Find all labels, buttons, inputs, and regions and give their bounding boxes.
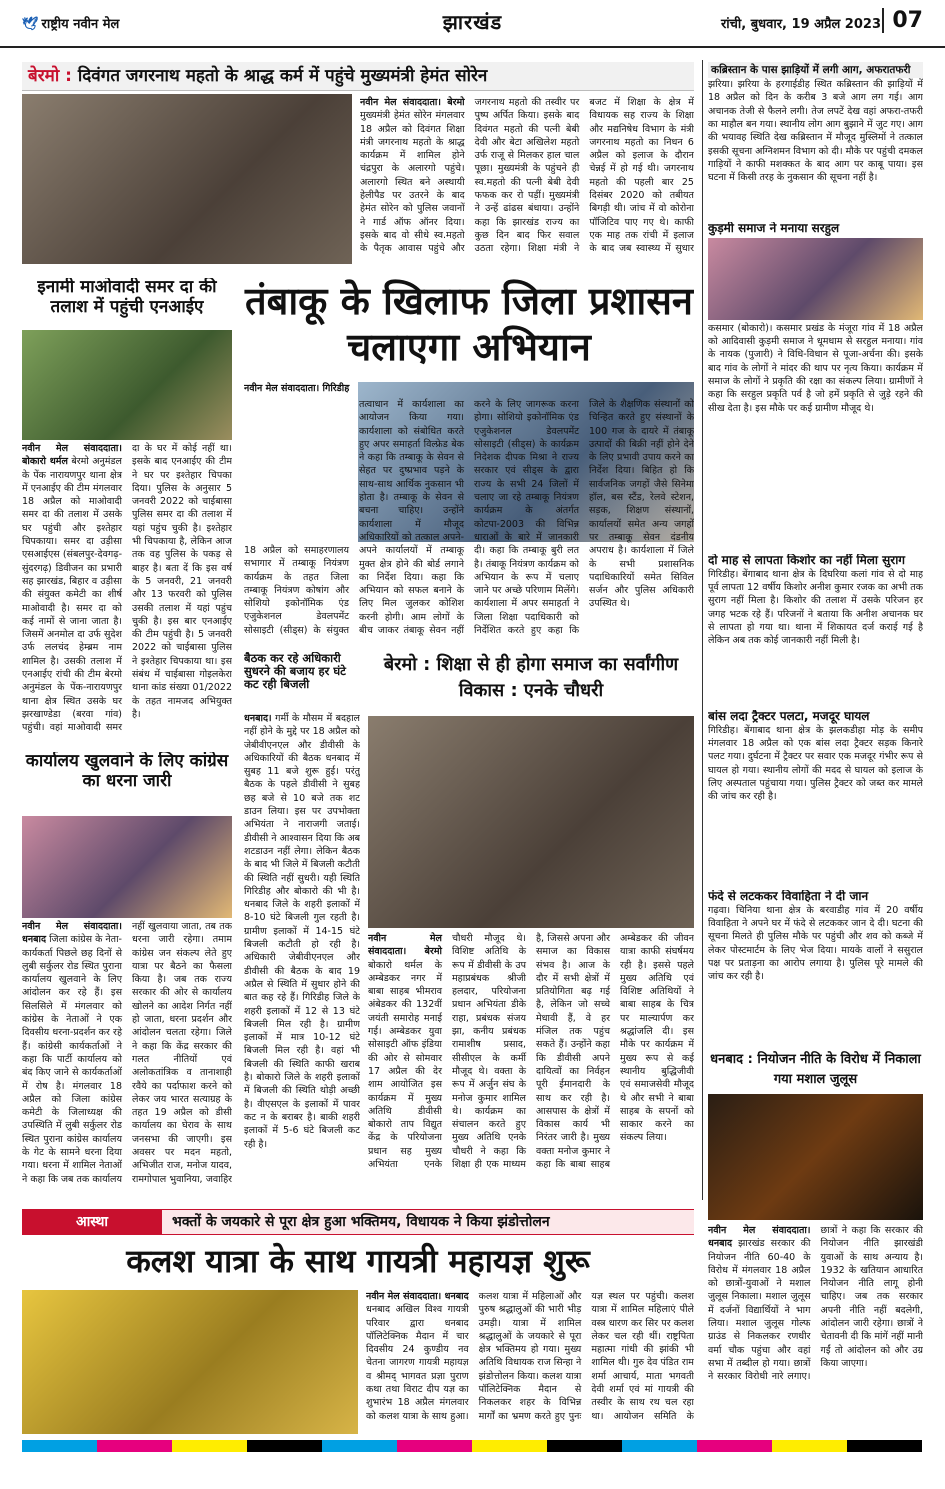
sidebar-story-1-headline: कब्रिस्तान के पास झाड़ियों में लगी आग, अफरातफरी xyxy=(708,62,923,78)
lead-photo xyxy=(22,94,352,264)
kalash-photo xyxy=(22,1290,358,1434)
color-swatch xyxy=(772,1440,847,1452)
color-swatch xyxy=(697,1440,772,1452)
bermo-edu-dateline: नवीन मेल संवाददाता। बेरमो xyxy=(368,933,442,958)
sidebar-story-4 xyxy=(708,710,923,888)
sidebar-story-4-headline: बांस लदा ट्रैक्टर पलटा, मजदूर घायल xyxy=(708,710,870,723)
mashal-body: झारखंड सरकार की नियोजन नीति 60-40 के विरोध में मंगलवार 18 अप्रैल को छात्रों-युवाओं ने मशाल जुलूस निकाला। मशाल जुलूस में दर्जनों विद्यार्थियों ने भाग लिया। मशाल जुलूस गोल्फ ग्राउंड से निकलकर रणधीर वर्मा चौक पहुंचा और वहां सभा में तब्दील हो गया। छात्रों ने सरकार विरोधी नारे लगाए। छात्रों ने कहा कि सरकार की नियोजन नीति झारखंडी युवाओं के साथ अन्याय है। 1932 के खतियान आधारित नियोजन नीति लागू होनी चाहिए। जब तक सरकार अपनी नीति नहीं बदलेगी, आंदोलन जारी रहेगा। छात्रों ने चेतावनी दी कि मांगें नहीं मानी गईं तो आंदोलन को और उग्र किया जाएगा। xyxy=(708,1225,923,1383)
color-swatch xyxy=(547,1440,622,1452)
sarhul-photo xyxy=(708,238,923,320)
sidebar-story-1-body: झरिया। झरिया के हरगाईडीह स्थित कब्रिस्तान की झाड़ियों में 18 अप्रैल को दिन के करीब 3 बजे आग लग गई। आग अचानक तेजी से फैलने लगी। तेज लपटें देख वहां अफरा-तफरी का माहौल बन गया। स्थानीय लोग आग बुझाने में जुट गए। आग की भयावह स्थिति देख कब्रिस्तान में मौजूद मुस्लिमों ने तत्काल इसकी सूचना अग्निशमन विभाग को दी। मौके पर पहुंची दमकल गाड़ियों ने काफी मशक्कत के बाद आग पर काबू पाया। इस घटना में किसी तरह के नुकसान की सूचना नहीं है। xyxy=(708,79,923,184)
electricity-dateline: धनबाद। xyxy=(244,713,272,724)
tobacco-dateline: नवीन मेल संवाददाता। गिरिडीह xyxy=(244,383,350,394)
color-swatch xyxy=(247,1440,322,1452)
mashal-headline: धनबाद : नियोजन नीति के विरोध में निकाला गया मशाल जुलूस xyxy=(710,1052,921,1087)
bermo-edu-headline: बेरमो : शिक्षा से ही होगा समाज का सर्वांगीण विकास : एनके चौधरी xyxy=(383,654,679,701)
lead-article xyxy=(360,96,694,266)
sidebar-story-2 xyxy=(708,222,923,552)
samar-dateline: नवीन मेल संवाददाता। बोकारो थर्मल xyxy=(22,443,122,468)
tobacco-article xyxy=(244,398,694,644)
samar-photo xyxy=(22,330,232,440)
color-swatch xyxy=(322,1440,397,1452)
color-swatch xyxy=(847,1440,922,1452)
congress-dateline: नवीन मेल संवाददाता। धनबाद xyxy=(22,921,122,946)
sidebar-story-2-body: कसमार (बोकारो)। कसमार प्रखंड के मंजूरा गांव में 18 अप्रैल को आदिवासी कुड़मी समाज ने धूमधाम से सरहुल मनाया। गांव के नायक (पुजारी) ने विधि-विधान से पूजा-अर्चना की। इसके बाद गांव के लोगों ने मांदर की थाप पर नृत्य किया। कार्यक्रम में समाज के लोगों ने प्रकृति की रक्षा का संकल्प लिया। ग्रामीणों ने कहा कि सरहुल प्रकृति पर्व है जो हमें प्रकृति से जुड़े रहने की सीख देता है। इस मौके पर कई ग्रामीण मौजूद थे। xyxy=(708,322,923,414)
lead-body: मुख्यमंत्री हेमंत सोरेन मंगलवार 18 अप्रैल को दिवंगत शिक्षा मंत्री जगरनाथ महतो के श्राद्ध कार्यक्रम में शामिल होने चंद्रपुरा के अलारगो पहुंचे। अलारगो स्थित बने अस्थायी हेलीपैड पर उतरने के बाद हेमंत सोरेन को पुलिस जवानों ने गार्ड ऑफ ऑनर दिया। इसके बाद वो सीधे स्व.महतो के पैतृक आवास पहुंचे और जगरनाथ महतो की तस्वीर पर पुष्प अर्पित किया। इसके बाद दिवंगत महतो की पत्नी बेबी देवी और बेटा अखिलेश महतो उर्फ राजू से मिलकर हाल चाल पूछा। मुख्यमंत्री के पहुंचने ही स्व.महतो की पत्नी बेबी देवी फफक कर रो पड़ीं। मुख्यमंत्री ने उन्हें ढांढस बंधाया। उन्होंने कहा कि झारखंड राज्य का कुछ दिन बाद फिर सवाल उठता रहेगा। शिक्षा मंत्री ने बजट में शिक्षा के क्षेत्र में विधायक सह राज्य के शिक्षा और मद्यनिषेध विभाग के मंत्री जगरनाथ महतो का निधन 6 अप्रैल को इलाज के दौरान चेन्नई में हो गई थी। जगरनाथ महतो की पहली बार 25 दिसंबर 2020 को तबीयत बिगड़ी थी। जांच में वो कोरोना पॉजिटिव पाए गए थे। काफी एक माह तक रांची में इलाज के बाद जब स्वास्थ्य में सुधार xyxy=(360,97,694,255)
bermo-edu-photo xyxy=(368,716,694,928)
samar-headline: इनामी माओवादी समर दा की तलाश में पहुंची एनआईए xyxy=(37,278,217,317)
sidebar-story-3-body: गिरिडीह। बेंगाबाद थाना क्षेत्र के दिघरिया कलां गांव से दो माह पूर्व लापता 12 वर्षीय किशोर अनीश कुमार रजक का अभी तक सुराग नहीं मिला है। किशोर की तलाश में उसके परिजन हर जगह भटक रहे हैं। परिजनों ने बताया कि अनीश अचानक घर से लापता हो गया था। थाना में शिकायत दर्ज कराई गई है लेकिन अब तक कोई जानकारी नहीं मिली है। xyxy=(708,568,923,647)
electricity-article xyxy=(244,712,360,1192)
column-rule xyxy=(702,60,703,1200)
mashal-article xyxy=(708,1224,923,1432)
sidebar-story-1 xyxy=(708,62,923,232)
samar-body: बेरमो अनुमंडल के पेंक नारायणपुर थाना क्षेत्र में एनआईए की टीम मंगलवार 18 अप्रैल को माओवादी समर दा की तलाश में उसके घर पहुंची और इश्तेहार चिपकाया। समर दा उड़ीसा एसआईएस (संबलपुर-देवगढ़-सुंदरगढ़) डिवीजन का प्रभारी सह झारखंड, बिहार व उड़ीसा की संयुक्त कमेटी का शीर्ष माओवादी है। समर दा को कई नामों से जाना जाता है। जिसमें अनमोल दा उर्फ सुदेश उर्फ ललचंद हेम्ब्रम नाम शामिल है। उसकी तलाश में एनआईए रांची की टीम बेरमो अनुमंडल के पेंक-नारायणपुर थाना क्षेत्र स्थित उसके घर झरखाण्डेडा (बरवा गांव) पहुंची। वहां माओवादी समर दा के घर में कोई नहीं था। इसके बाद एनआईए की टीम ने घर पर इश्तेहार चिपका दिया। पुलिस के अनुसार 5 जनवरी 2022 को चाईबासा पुलिस समर दा की तलाश में यहां पहुंच चुकी है। इश्तेहार भी चिपकाया है, लेकिन आज तक वह पुलिस के पकड़ से बाहर है। बता दें कि इस वर्ष के 5 जनवरी, 21 जनवरी और 13 फरवरी को पुलिस उसकी तलाश में यहां पहुंच चुकी है। इस बार एनआईए की टीम पहुंची है। 5 जनवरी 2022 को चाईबासा पुलिस ने इश्तेहार चिपकाया था। इस संबंध में चाईबासा गोइलकेरा थाना कांड संख्या 01/2022 के तहत नामजद अभियुक्त है। xyxy=(22,443,232,734)
sidebar-story-3 xyxy=(708,554,923,706)
kalash-headline: कलश यात्रा के साथ गायत्री महायज्ञ शुरू xyxy=(126,1242,590,1280)
kalash-strap: भक्तों के जयकारे से पूरा क्षेत्र हुआ भक्तिमय, विधायक ने किया झंडोत्तोलन xyxy=(172,1214,550,1230)
sidebar-story-5-body: गढ़वा। चिनिया थाना क्षेत्र के बरवाडीह गांव में 20 वर्षीय विवाहिता ने अपने घर में फंदे से लटककर जान दे दी। घटना की सूचना मिलते ही पुलिस मौके पर पहुंची और शव को कब्जे में लेकर पोस्टमार्टम के लिए भेज दिया। मायके वालों ने ससुराल पक्ष पर प्रताड़ना का आरोप लगाया है। पुलिस पूरे मामले की जांच कर रही है। xyxy=(708,904,923,983)
kalash-body: धनबाद अखिल विश्व गायत्री परिवार द्वारा धनबाद पॉलिटेक्निक मैदान में चार दिवसीय 24 कुण्डीय नव चेतना जागरण गायत्री महायज्ञ व श्रीमद् भागवत प्रज्ञा पुराण कथा तथा विराट दीप यज्ञ का शुभारंभ 18 अप्रैल मंगलवार को कलश यात्रा के साथ हुआ। कलश यात्रा में महिलाओं और पुरुष श्रद्धालुओं की भारी भीड़ उमड़ी। यात्रा में शामिल श्रद्धालुओं के जयकारे से पूरा क्षेत्र भक्तिमय हो गया। मुख्य अतिथि विधायक राज सिन्हा ने झंडोत्तोलन किया। कलश यात्रा पॉलिटेक्निक मैदान से निकलकर शहर के विभिन्न मार्गों का भ्रमण करते हुए पुनः यज्ञ स्थल पर पहुंची। कलश यात्रा में शामिल महिलाएं पीले वस्त्र धारण कर सिर पर कलश लेकर चल रही थीं। राष्ट्रपिता महात्मा गांधी की झांकी भी शामिल थी। गुरु देव पंडित राम शर्मा आचार्य, माता भगवती देवी शर्मा एवं मां गायत्री की तस्वीर के साथ रथ चल रहा था। आयोजन समिति के xyxy=(366,1291,694,1422)
congress-article xyxy=(22,920,232,1194)
kalash-article xyxy=(366,1290,694,1434)
bird-icon: 🕊 xyxy=(22,17,39,32)
section-title: झारखंड xyxy=(442,10,503,34)
lead-headline-bar xyxy=(22,62,694,91)
lead-headline-text: दिवंगत जगरनाथ महतो के श्राद्ध कर्म में पहुंचे मुख्यमंत्री हेमंत सोरेन xyxy=(77,66,488,86)
bermo-edu-article xyxy=(368,932,694,1194)
sidebar-story-2-headline: कुड़मी समाज ने मनाया सरहुल xyxy=(708,222,840,235)
electricity-body: गर्मी के मौसम में बदहाल नहीं होने के मुद्दे पर 18 अप्रैल को जेबीवीएनएल और डीवीसी के अधिकारियों की बैठक धनबाद में सुबह 11 बजे शुरू हुई। परंतु बैठक के पहले डीवीसी ने सुबह छह बजे से 10 बजे तक शट डाउन लिया। इस पर उपभोक्ता अभियंता ने नाराजगी जताई। डीवीसी ने आश्वासन दिया कि अब शटडाउन नहीं लेगा। लेकिन बैठक के बाद भी जिले में बिजली कटौती की स्थिति नहीं सुधरी। यही स्थिति गिरिडीह और बोकारो की भी है। धनबाद जिले के शहरी इलाकों में 8-10 घंटे बिजली गुल रहती है। ग्रामीण इलाकों में 14-15 घंटे बिजली कटौती हो रही है। अधिकारी जेबीवीएनएल और डीवीसी की बैठक के बाद 19 अप्रैल से स्थिति में सुधार होने की बात कह रहे हैं। गिरिडीह जिले के शहरी इलाकों में 12 से 13 घंटे बिजली मिल रही है। ग्रामीण इलाकों में मात्र 10-12 घंटे बिजली मिल रही है। वहां भी बिजली की स्थिति काफी खराब है। बोकारो जिले के शहरी इलाकों में बिजली की स्थिति थोड़ी अच्छी है। वीएसएल के इलाकों में पावर कट न के बराबर है। बाकी शहरी इलाकों में 5-6 घंटे बिजली कट रही है। xyxy=(244,713,360,1150)
congress-headline: कार्यालय खुलवाने के लिए कांग्रेस का धरना जारी xyxy=(25,752,229,791)
color-swatch xyxy=(22,1440,97,1452)
electricity-headline: बैठक कर रहे अधिकारी सुधरने की बजाय हर घंटे कट रही बिजली xyxy=(244,652,346,692)
place-date: रांची, बुधवार, 19 अप्रैल 2023 xyxy=(720,17,881,32)
color-swatch xyxy=(472,1440,547,1452)
paper-name: राष्ट्रीय नवीन मेल xyxy=(41,17,120,32)
sidebar-story-5-headline: फंदे से लटककर विवाहिता ने दी जान xyxy=(708,890,869,903)
lead-dateline: नवीन मेल संवाददाता। बेरमो xyxy=(360,97,465,108)
aastha-band xyxy=(22,1209,694,1235)
sidebar-story-4-body: गिरिडीह। बेंगाबाद थाना क्षेत्र के झलकडीहा मोड़ के समीप मंगलवार 18 अप्रैल को एक बांस लदा ट्रैक्टर सड़क किनारे पलट गया। दुर्घटना में ट्रैक्टर पर सवार एक मजदूर गंभीर रूप से घायल हो गया। स्थानीय लोगों की मदद से घायल को इलाज के लिए अस्पताल पहुंचाया गया। पुलिस ट्रैक्टर को जब्त कर मामले की जांच कर रही है। xyxy=(708,724,923,803)
tobacco-headline: तंबाकू के खिलाफ जिला प्रशासन चलाएगा अभियान xyxy=(244,279,694,369)
kalash-dateline: नवीन मेल संवाददाता। धनबाद xyxy=(366,1291,469,1302)
color-swatch xyxy=(172,1440,247,1452)
color-swatch xyxy=(397,1440,472,1452)
sidebar-story-3-headline: दो माह से लापता किशोर का नहीं मिला सुराग xyxy=(708,554,906,567)
congress-photo xyxy=(22,816,232,918)
tobacco-body: 18 अप्रैल को समाहरणालय सभागार में तम्बाकू नियंत्रण कार्यक्रम के तहत जिला तम्बाकू नियंत्रण कोषांग और सोशियो इकोनॉमिक एंड एजुकेशनल डेवलपमेंट सोसाइटी (सीड्स) के संयुक्त तत्वाधान में कार्यशाला का आयोजन किया गया। कार्यशाला को संबोधित करते हुए अपर समाहर्ता विल्फ्रेड बेक ने कहा कि तम्बाकू के सेवन से सेहत पर दुष्प्रभाव पड़ने के साथ-साथ आर्थिक नुकसान भी होता है। तम्बाकू के सेवन से बचना चाहिए। उन्होंने कार्यशाला में मौजूद अधिकारियों को तत्काल अपने-अपने कार्यालयों में तम्बाकू मुक्त क्षेत्र होने की बोर्ड लगाने का निर्देश दिया। कहा कि अभियान को सफल बनाने के लिए मिल जुलकर कोशिश करनी होगी। आम लोगों के बीच जाकर तंबाकू सेवन नहीं करने के लिए जागरूक करना होगा। सोशियो इकोनॉमिक एंड एजुकेशनल डेवलपमेंट सोसाइटी (सीड्स) के कार्यक्रम निदेशक दीपक मिश्रा ने राज्य सरकार एवं सीड्स के द्वारा राज्य के सभी 24 जिलों में चलाए जा रहे तम्बाकू नियंत्रण कार्यक्रम के अंतर्गत कोटपा-2003 की विभिन्न धाराओं के बारे में जानकारी दी। कहा कि तम्बाकू बुरी लत है। तंबाकू नियंत्रण कार्यक्रम को अभियान के रूप में चलाए जाने पर अच्छे परिणाम मिलेंगे। कार्यशाला में अपर समाहर्ता ने जिला शिक्षा पदाधिकारी को निर्देशित करते हुए कहा कि जिले के शैक्षणिक संस्थानों को चिन्हित करते हुए संस्थानों के 100 गज के दायरे में तंबाकू उत्पादों की बिक्री नहीं होने देने के लिए प्रभावी उपाय करने का निर्देश दिया। बिहित हो कि सार्वजनिक जगहों जैसे सिनेमा हॉल, बस स्टैंड, रेलवे स्टेशन, सड़क, शिक्षण संस्थानों, कार्यालयों समेत अन्य जगहों पर तम्बाकू सेवन दंडनीय अपराध है। कार्यशाला में जिले के सभी प्रशासनिक पदाधिकारियों समेत सिविल सर्जन और पुलिस अधिकारी उपस्थित थे। xyxy=(244,399,694,637)
samar-article xyxy=(22,442,232,747)
color-swatch xyxy=(97,1440,172,1452)
color-registration-strip xyxy=(22,1440,922,1452)
mashal-photo xyxy=(708,1094,923,1220)
mashal-dateline: नवीन मेल संवाददाता। धनबाद xyxy=(708,1225,811,1250)
lead-headline xyxy=(22,62,694,90)
masthead xyxy=(0,0,945,48)
aastha-tag: आस्था xyxy=(22,1210,162,1234)
color-swatch xyxy=(622,1440,697,1452)
lead-place: बेरमो : xyxy=(28,66,72,86)
bermo-edu-body: बोकारो थर्मल के अम्बेडकर नगर में बाबा साहब भीमराव अंबेडकर की 132वीं जयंती समारोह मनाई गई। अम्बेडकर युवा सोसाइटी ऑफ इंडिया की ओर से सोमवार 17 अप्रैल की देर शाम आयोजित इस कार्यक्रम में मुख्य अतिथि डीवीसी बोकारो ताप विद्युत केंद्र के परियोजना प्रधान सह मुख्य अभियंता एनके चौधरी मौजूद थे। विशिष्ट अतिथि के रूप में डीवीसी के उप महाप्रबंधक श्रीजी हलदार, परियोजना प्रधान अभियंता डीके राहा, प्रबंधक संजय झा, कनीय प्रबंधक रामाशीष प्रसाद, सीसीएल के कर्मी मौजूद थे। वक्ता के रूप में अर्जुन संघ के मनोज कुमार शामिल थे। कार्यक्रम का संचालन करते हुए मुख्य अतिथि एनके चौधरी ने कहा कि शिक्षा ही एक माध्यम है, जिससे अपना और समाज का विकास संभव है। आज के दौर में सभी क्षेत्रों में प्रतियोगिता बढ़ गई है, लेकिन जो सच्चे मेधावी हैं, वे हर मंजिल तक पहुंच सकते हैं। उन्होंने कहा कि डीवीसी अपने दायित्वों का निर्वहन पूरी ईमानदारी के साथ कर रही है। आसपास के क्षेत्रों में विकास कार्य भी निरंतर जारी है। मुख्य वक्ता मनोज कुमार ने कहा कि बाबा साहब अम्बेडकर की जीवन यात्रा काफी संघर्षमय रही है। इससे पहले मुख्य अतिथि एवं विशिष्ट अतिथियों ने बाबा साहब के चित्र पर माल्यार्पण कर श्रद्धांजलि दी। इस मौके पर कार्यक्रम में मुख्य रूप से कई स्थानीय बुद्धिजीवी एवं समाजसेवी मौजूद थे और सभी ने बाबा साहब के सपनों को साकार करने का संकल्प लिया। xyxy=(368,933,694,1171)
page-number: 07 xyxy=(882,8,923,33)
congress-body: जिला कांग्रेस के नेता-कार्यकर्ता पिछले छह दिनों से लुबी सर्कुलर रोड स्थित पुराना कार्यालय खुलवाने के लिए आंदोलन कर रहे हैं। इस सिलसिले में मंगलवार को कांग्रेस के नेताओं ने एक दिवसीय धरना-प्रदर्शन कर रहे हैं। कांग्रेसी कार्यकर्ताओं ने कहा कि पार्टी कार्यालय को बंद किए जाने से कार्यकर्ताओं में रोष है। मंगलवार 18 अप्रैल को जिला कांग्रेस कमेटी के जिलाध्यक्ष की उपस्थिति में लुबी सर्कुलर रोड स्थित पुराना कांग्रेस कार्यालय के गेट के सामने धरना दिया गया। धरना में शामिल नेताओं ने कहा कि जब तक कार्यालय नहीं खुलवाया जाता, तब तक धरना जारी रहेगा। तमाम कांग्रेस जन संकल्प लेते हुए यात्रा पर बैठने का फैसला किया है। जब तक राज्य सरकार की ओर से कार्यालय खोलने का आदेश निर्गत नहीं हो जाता, धरना प्रदर्शन और आंदोलन चलता रहेगा। जिले ने कहा कि केंद्र सरकार की गलत नीतियों एवं अलोकतांत्रिक व तानाशाही रवैये का पर्दाफाश करने को लेकर जय भारत सत्याग्रह के तहत 19 अप्रैल को डीसी कार्यालय का घेराव के साथ जनसभा की जाएगी। इस अवसर पर मदन महतो, अभिजीत राज, मनोज यादव, रामगोपाल भुवानिया, जवाहिर xyxy=(22,921,232,1185)
sidebar-story-5 xyxy=(708,890,923,1048)
